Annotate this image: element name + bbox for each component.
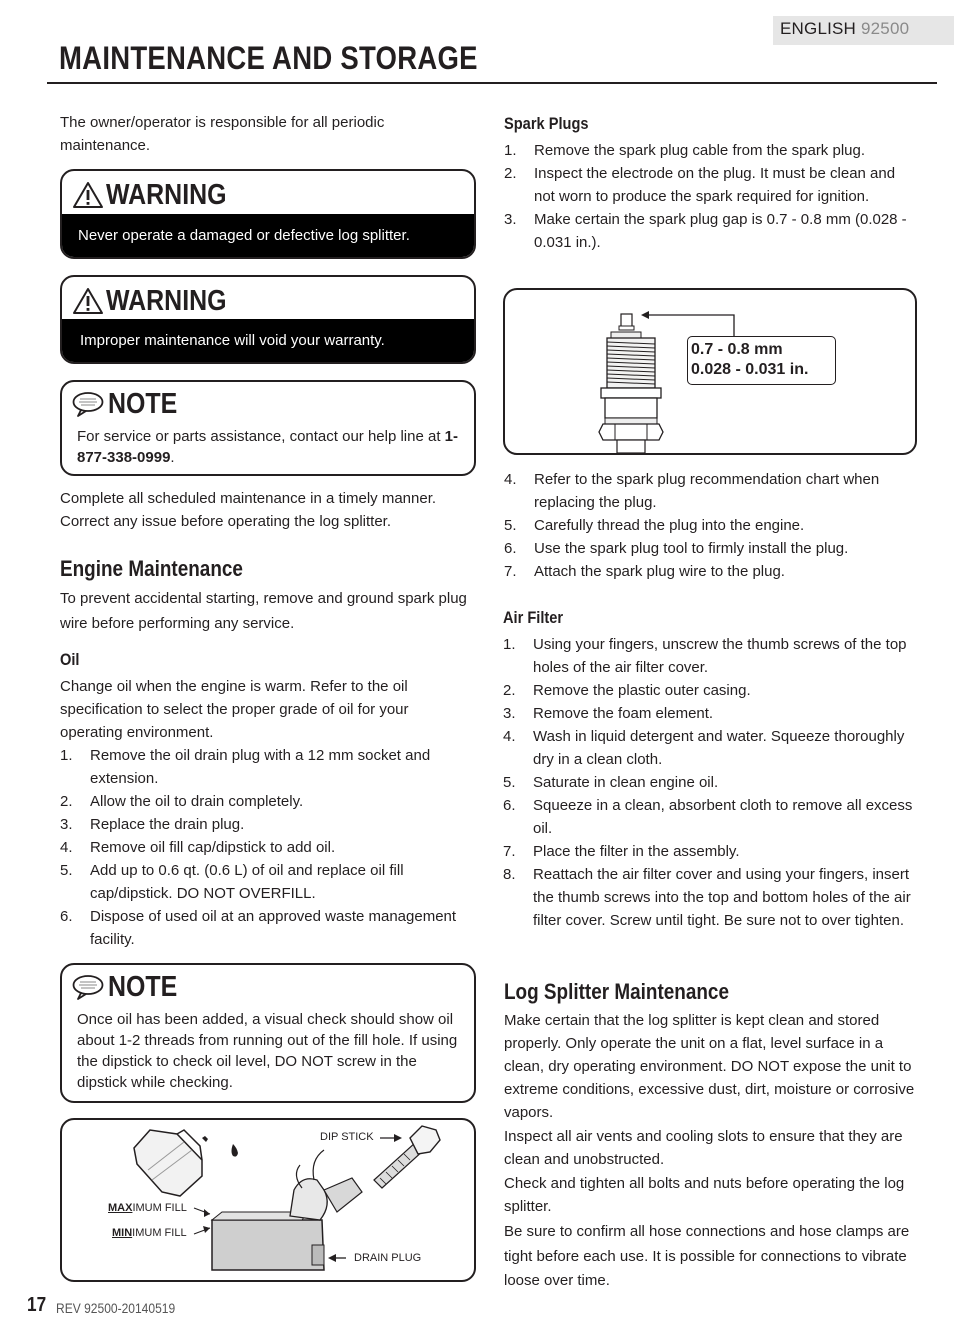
step-number: 4. bbox=[503, 728, 516, 745]
oil-fill-figure bbox=[60, 1118, 476, 1282]
step-text: Inspect the electrode on the plug. It must be clean and not worn to produce the spark required for ignition. bbox=[534, 165, 896, 205]
warning-triangle-icon bbox=[72, 181, 104, 209]
step-number: 2. bbox=[503, 682, 516, 699]
list-item bbox=[503, 702, 921, 725]
step-text: Remove oil fill cap/dipstick to add oil. bbox=[90, 839, 336, 856]
list-item bbox=[504, 537, 916, 560]
intro-text: The owner/operator is responsible for all periodic maintenance. bbox=[60, 114, 385, 154]
note-text-1 bbox=[77, 426, 467, 468]
list-item bbox=[60, 905, 480, 951]
crankcase-icon bbox=[212, 1150, 362, 1270]
warning-title-2 bbox=[72, 279, 246, 323]
warning-text-1: Never operate a damaged or defective log splitter. bbox=[62, 214, 474, 257]
note-text-suffix: . bbox=[170, 449, 175, 466]
step-number: 1. bbox=[504, 142, 517, 159]
step-text: Refer to the spark plug recommendation chart when replacing the plug. bbox=[534, 471, 880, 511]
language-tab bbox=[773, 16, 954, 45]
note-text-prefix: For service or parts assistance, contact our help line at bbox=[77, 428, 445, 445]
step-text: Remove the oil drain plug with a 12 mm socket and extension. bbox=[90, 747, 431, 787]
title-divider bbox=[47, 82, 937, 84]
engine-intro-text: To prevent accidental starting, remove and ground spark plug wire before performing any service. bbox=[60, 590, 467, 632]
warning-text-2: Improper maintenance will void your warranty. bbox=[62, 319, 474, 362]
log-splitter-paragraph-3: Check and tighten all bolts and nuts before operating the log splitter. bbox=[504, 1175, 905, 1215]
revision-code: REV 92500-20140519 bbox=[56, 1300, 176, 1316]
log-splitter-paragraph-2: Inspect all air vents and cooling slots to ensure that they are clean and unobstructed. bbox=[504, 1128, 903, 1168]
oil-intro-text: Change oil when the engine is warm. Refer to the oil specification to select the proper grade of oil for your operating environment. bbox=[60, 678, 409, 741]
list-item bbox=[504, 468, 916, 514]
note-label-1: NOTE bbox=[108, 387, 178, 420]
list-item bbox=[503, 771, 921, 794]
log-splitter-paragraph-4: Be sure to confirm all hose connections and hose clamps are tight before each use. It is possible for connections to vibrate loose over time. bbox=[504, 1223, 910, 1289]
gap-leader-line bbox=[647, 315, 734, 336]
note-box-1 bbox=[60, 380, 476, 476]
step-text: Squeeze in a clean, absorbent cloth to remove all excess oil. bbox=[533, 797, 913, 837]
list-item bbox=[503, 633, 921, 679]
step-number: 8. bbox=[503, 866, 516, 883]
warning-triangle-icon bbox=[72, 287, 104, 315]
step-text: Make certain the spark plug gap is 0.7 - 0.8 mm (0.028 - 0.031 in.). bbox=[534, 211, 907, 251]
help-phone-number: 1-877-338-0999 bbox=[77, 428, 459, 466]
note-box-2 bbox=[60, 963, 476, 1103]
max-fill-rest: IMUM FILL bbox=[132, 1202, 187, 1214]
step-number: 6. bbox=[504, 540, 517, 557]
log-splitter-paragraph-1: Make certain that the log splitter is kept clean and stored properly. Only operate the unit on a flat, level surface in a clean, dry operating environment. DO NOT expose the unit to extreme conditions, excessive dust, dirt, moisture or corrosive vapors. bbox=[504, 1012, 915, 1121]
speech-bubble-icon bbox=[72, 974, 104, 1000]
air-filter-heading: Air Filter bbox=[503, 608, 564, 627]
page-title: MAINTENANCE AND STORAGE bbox=[59, 40, 478, 76]
step-number: 3. bbox=[503, 705, 516, 722]
list-item bbox=[503, 679, 921, 702]
page-number: 17 bbox=[27, 1294, 47, 1316]
spark-gap-label bbox=[687, 336, 836, 385]
note-title-2 bbox=[72, 969, 189, 1005]
schedule-text: Complete all scheduled maintenance in a timely manner. Correct any issue before operating the log splitter. bbox=[60, 490, 437, 530]
step-text: Reattach the air filter cover and using your fingers, insert the thumb screws into the top and bottom holes of the air filter cover. Screw until tight. Be sure not to over tighten. bbox=[533, 866, 911, 929]
step-number: 5. bbox=[504, 517, 517, 534]
note-label-2: NOTE bbox=[108, 970, 178, 1003]
list-item bbox=[503, 794, 921, 840]
step-text: Saturate in clean engine oil. bbox=[533, 774, 719, 791]
note-title-1 bbox=[72, 386, 189, 422]
step-text: Carefully thread the plug into the engine. bbox=[534, 517, 805, 534]
list-item bbox=[60, 836, 480, 859]
dipstick-label: DIP STICK bbox=[320, 1131, 374, 1143]
warning-title-1 bbox=[72, 173, 246, 217]
oil-bottle-icon bbox=[134, 1130, 238, 1196]
spark-plug-figure bbox=[503, 288, 917, 455]
step-text: Attach the spark plug wire to the plug. bbox=[534, 563, 785, 580]
list-item bbox=[504, 560, 916, 583]
step-number: 2. bbox=[504, 165, 517, 182]
step-number: 4. bbox=[60, 839, 73, 856]
spark-steps-list-b bbox=[504, 468, 916, 583]
step-text: Add up to 0.6 qt. (0.6 L) of oil and replace oil fill cap/dipstick. DO NOT OVERFILL. bbox=[90, 862, 404, 902]
list-item bbox=[503, 725, 921, 771]
note-text-2: Once oil has been added, a visual check should show oil about 1-2 threads from running out of the fill hole. If using the dipstick to check oil level, DO NOT screw in the dipstick while checking. bbox=[77, 1011, 458, 1091]
list-item bbox=[504, 162, 914, 208]
step-text: Remove the spark plug cable from the spark plug. bbox=[534, 142, 866, 159]
step-text: Remove the plastic outer casing. bbox=[533, 682, 751, 699]
log-splitter-maintenance-heading: Log Splitter Maintenance bbox=[504, 979, 729, 1004]
language-label: ENGLISH bbox=[780, 19, 857, 38]
spark-steps-list-a bbox=[504, 139, 914, 254]
step-number: 5. bbox=[60, 862, 73, 879]
engine-maintenance-heading: Engine Maintenance bbox=[60, 556, 243, 581]
min-fill-label bbox=[112, 1227, 187, 1239]
step-text: Allow the oil to drain completely. bbox=[90, 793, 304, 810]
step-number: 5. bbox=[503, 774, 516, 791]
step-number: 1. bbox=[503, 636, 516, 653]
oil-steps-list bbox=[60, 744, 480, 951]
step-number: 7. bbox=[503, 843, 516, 860]
list-item bbox=[504, 139, 914, 162]
oil-heading: Oil bbox=[60, 650, 80, 669]
drain-plug-label: DRAIN PLUG bbox=[354, 1252, 422, 1264]
min-fill-rest: IMUM FILL bbox=[132, 1227, 187, 1239]
max-fill-bold: MAX bbox=[108, 1202, 133, 1214]
warning-label-2: WARNING bbox=[106, 284, 227, 317]
step-text: Remove the foam element. bbox=[533, 705, 714, 722]
list-item bbox=[504, 514, 916, 537]
step-number: 3. bbox=[60, 816, 73, 833]
min-fill-bold: MIN bbox=[112, 1227, 133, 1239]
step-number: 6. bbox=[60, 908, 73, 925]
step-text: Replace the drain plug. bbox=[90, 816, 245, 833]
warning-box-2 bbox=[60, 275, 476, 364]
list-item bbox=[504, 208, 914, 254]
max-fill-label bbox=[108, 1202, 187, 1214]
step-text: Place the filter in the assembly. bbox=[533, 843, 740, 860]
gap-mm: 0.7 - 0.8 mm bbox=[691, 341, 783, 358]
step-number: 2. bbox=[60, 793, 73, 810]
list-item bbox=[503, 863, 921, 932]
list-item bbox=[503, 840, 921, 863]
step-number: 4. bbox=[504, 471, 517, 488]
step-number: 3. bbox=[504, 211, 517, 228]
step-number: 1. bbox=[60, 747, 73, 764]
model-number: 92500 bbox=[860, 19, 910, 38]
speech-bubble-icon bbox=[72, 391, 104, 417]
step-text: Use the spark plug tool to firmly install the plug. bbox=[534, 540, 849, 557]
gap-in: 0.028 - 0.031 in. bbox=[691, 361, 809, 378]
list-item bbox=[60, 744, 480, 790]
list-item bbox=[60, 790, 480, 813]
spark-plug-icon bbox=[599, 314, 663, 453]
list-item bbox=[60, 813, 480, 836]
air-filter-steps-list bbox=[503, 633, 921, 932]
step-number: 7. bbox=[504, 563, 517, 580]
step-text: Using your fingers, unscrew the thumb screws of the top holes of the air filter cover. bbox=[533, 636, 907, 676]
step-text: Wash in liquid detergent and water. Squeeze thoroughly dry in a clean cloth. bbox=[533, 728, 905, 768]
list-item bbox=[60, 859, 480, 905]
dipstick-icon bbox=[374, 1126, 440, 1188]
step-text: Dispose of used oil at an approved waste management facility. bbox=[90, 908, 457, 948]
warning-box-1 bbox=[60, 169, 476, 259]
spark-plugs-heading: Spark Plugs bbox=[504, 114, 589, 133]
step-number: 6. bbox=[503, 797, 516, 814]
warning-label-1: WARNING bbox=[106, 178, 227, 211]
